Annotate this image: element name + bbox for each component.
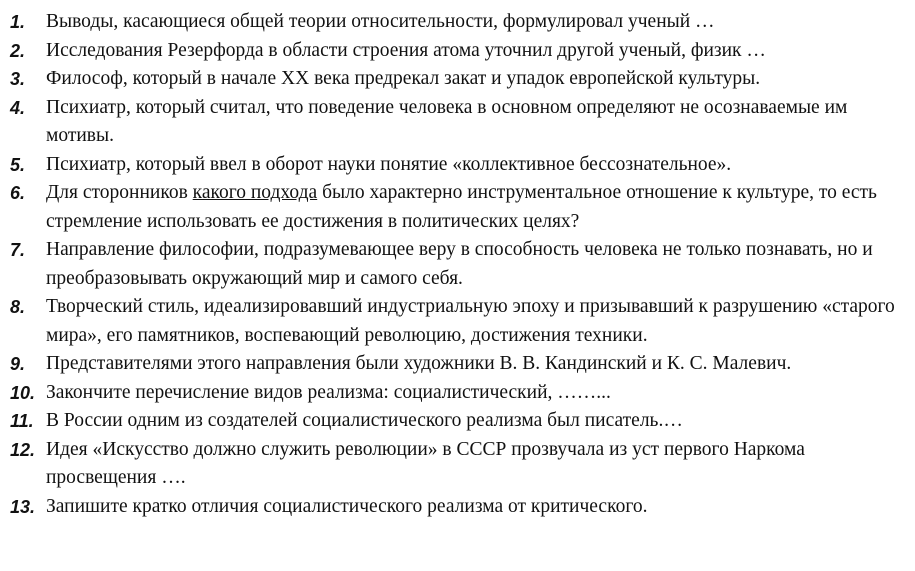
- question-number: 12.: [10, 439, 36, 460]
- question-item: [0, 179, 915, 236]
- question-item: [0, 436, 915, 493]
- question-text-after: было характерно инструментальное отношение к культуре, то есть стремление использовать ее достижения в политических целях?: [46, 182, 877, 232]
- question-text: Идея «Искусство должно служить революции» в СССР прозвучала из уст первого Наркома просвещения ….: [46, 438, 805, 488]
- question-number: 9.: [10, 354, 26, 374]
- question-number: 3.: [10, 69, 26, 89]
- question-text: Исследования Резерфорда в области строения атома уточнил другой ученый, физик …: [46, 39, 766, 61]
- question-item: [0, 350, 915, 379]
- question-list: [0, 8, 915, 521]
- question-number: 4.: [10, 97, 26, 118]
- question-text: Представителями этого направления были художники В. В. Кандинский и К. С. Малевич.: [46, 353, 792, 374]
- question-number: 2.: [10, 40, 26, 61]
- question-text: [46, 179, 915, 236]
- question-text: Творческий стиль, идеализировавший индустриальную эпоху и призывавший к разрушению «старого мира», его памятников, воспевающий революцию, достижения техники.: [46, 296, 895, 346]
- question-number: 1.: [10, 12, 26, 32]
- question-text: Выводы, касающиеся общей теории относительности, формулировал ученый …: [46, 11, 715, 32]
- question-item: [0, 236, 915, 293]
- question-text: Психиатр, который ввел в оборот науки понятие «коллективное бессознательное».: [46, 153, 732, 175]
- question-item: [0, 151, 915, 180]
- question-text: Направление философии, подразумевающее веру в способность человека не только познавать, но и преобразовывать окружающий мир и самого себя.: [46, 239, 873, 289]
- question-number: 7.: [10, 240, 26, 260]
- question-text: Закончите перечисление видов реализма: социалистический, ……...: [46, 381, 611, 403]
- question-number: 5.: [10, 154, 26, 175]
- question-text: Запишите кратко отличия социалистического реализма от критического.: [46, 495, 648, 517]
- question-item: [0, 8, 915, 37]
- question-item: [0, 94, 915, 151]
- question-item: [0, 293, 915, 350]
- question-item: [0, 407, 915, 436]
- question-text: В России одним из создателей социалистического реализма был писатель.…: [46, 410, 683, 431]
- question-text-before: Для сторонников: [46, 182, 193, 203]
- question-number: 6.: [10, 183, 26, 203]
- question-number: 8.: [10, 297, 26, 317]
- question-number: 11.: [10, 411, 34, 431]
- question-item: [0, 65, 915, 94]
- question-text: Психиатр, который считал, что поведение человека в основном определяют не осознаваемые им мотивы.: [46, 96, 848, 146]
- question-number: 13.: [10, 496, 36, 517]
- question-text: Философ, который в начале XX века предрекал закат и упадок европейской культуры.: [46, 68, 761, 89]
- underlined-phrase: какого подхода: [192, 182, 318, 203]
- question-item: [0, 379, 915, 408]
- question-item: [0, 493, 915, 522]
- question-item: [0, 37, 915, 66]
- question-number: 10.: [10, 382, 36, 403]
